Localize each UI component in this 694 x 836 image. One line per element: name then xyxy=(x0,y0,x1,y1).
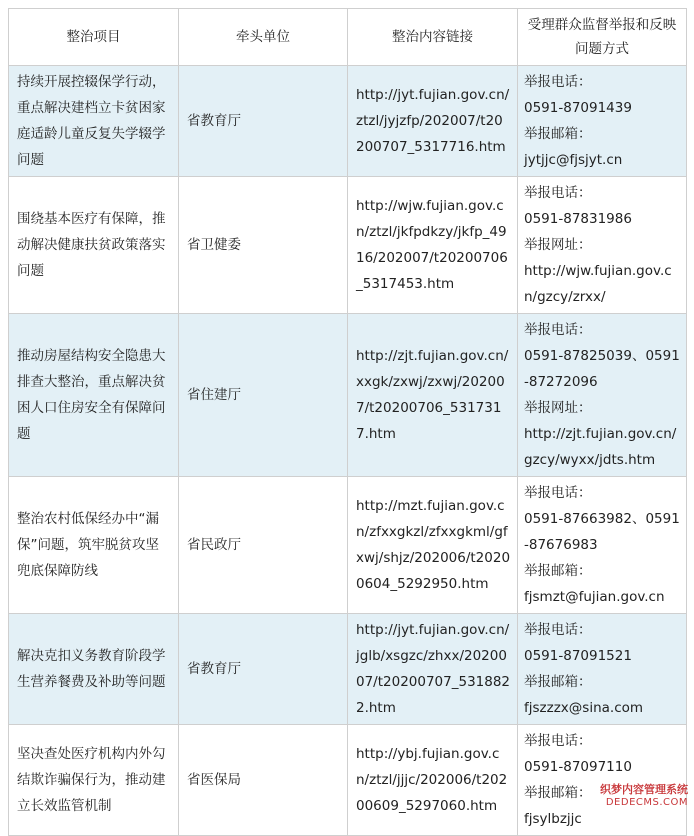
contact-website[interactable]: http://zjt.fujian.gov.cn/gzcy/wyxx/jdts.htm xyxy=(524,426,677,468)
cell-contact xyxy=(518,177,687,314)
contact-phone: 0591-87097110 xyxy=(524,759,632,775)
table-row xyxy=(9,725,687,836)
contact-phone: 0591-87825039、0591-87272096 xyxy=(524,348,680,390)
cell-link[interactable]: http://mzt.fujian.gov.cn/zfxxgkzl/zfxxgkml/gfxwj/shjz/202006/t20200604_5292950.htm xyxy=(348,477,518,614)
cell-contact xyxy=(518,725,687,836)
contact-phone-label: 举报电话： xyxy=(524,74,592,90)
cell-link[interactable]: http://zjt.fujian.gov.cn/xxgk/zxwj/zxwj/202007/t20200706_5317317.htm xyxy=(348,314,518,477)
contact-email[interactable]: fjsmzt@fujian.gov.cn xyxy=(524,589,665,605)
table-row xyxy=(9,177,687,314)
contact-phone: 0591-87091521 xyxy=(524,648,632,664)
cell-department: 省民政厅 xyxy=(179,477,348,614)
contact-phone-label: 举报电话： xyxy=(524,185,592,201)
contact-email-label: 举报邮箱： xyxy=(524,563,592,579)
contact-email-label: 举报邮箱： xyxy=(524,785,592,801)
watermark-line2: DEDECMS.COM xyxy=(605,797,688,808)
table-row xyxy=(9,314,687,477)
cell-contact xyxy=(518,477,687,614)
contact-email-label: 举报邮箱： xyxy=(524,126,592,142)
cell-contact xyxy=(518,614,687,725)
cell-project: 持续开展控辍保学行动，重点解决建档立卡贫困家庭适龄儿童反复失学辍学问题 xyxy=(9,66,179,177)
cell-department: 省住建厅 xyxy=(179,314,348,477)
cell-link[interactable]: http://ybj.fujian.gov.cn/ztzl/jjjc/202006/t20200609_5297060.htm xyxy=(348,725,518,836)
contact-email[interactable]: jytjjc@fjsjyt.cn xyxy=(524,152,623,168)
table-row xyxy=(9,614,687,725)
contact-website[interactable]: http://wjw.fujian.gov.cn/gzcy/zrxx/ xyxy=(524,263,672,305)
cell-department: 省教育厅 xyxy=(179,66,348,177)
contact-website-label: 举报网址： xyxy=(524,237,592,253)
contact-phone-label: 举报电话： xyxy=(524,622,592,638)
cell-project: 推动房屋结构安全隐患大排查大整治，重点解决贫困人口住房安全有保障问题 xyxy=(9,314,179,477)
cell-department: 省教育厅 xyxy=(179,614,348,725)
header-department: 牵头单位 xyxy=(179,9,348,66)
contact-website-label: 举报网址： xyxy=(524,400,592,416)
cell-contact xyxy=(518,66,687,177)
table-header-row xyxy=(9,9,687,66)
header-contact: 受理群众监督举报和反映问题方式 xyxy=(518,9,687,66)
contact-email-label: 举报邮箱： xyxy=(524,674,592,690)
watermark-logo xyxy=(600,783,688,809)
contact-phone: 0591-87663982、0591-87676983 xyxy=(524,511,680,553)
watermark-line1: 织梦内容管理系统 xyxy=(600,783,688,796)
cell-department: 省医保局 xyxy=(179,725,348,836)
table-row xyxy=(9,477,687,614)
contact-phone-label: 举报电话： xyxy=(524,733,592,749)
contact-email[interactable]: fjsylbzjjc xyxy=(524,811,582,827)
contact-phone-label: 举报电话： xyxy=(524,485,592,501)
cell-department: 省卫健委 xyxy=(179,177,348,314)
cell-link[interactable]: http://wjw.fujian.gov.cn/ztzl/jkfpdkzy/jkfp_4916/202007/t20200706_5317453.htm xyxy=(348,177,518,314)
contact-phone: 0591-87831986 xyxy=(524,211,632,227)
table-row xyxy=(9,66,687,177)
contact-email[interactable]: fjszzzx@sina.com xyxy=(524,700,644,716)
cell-project: 围绕基本医疗有保障，推动解决健康扶贫政策落实问题 xyxy=(9,177,179,314)
header-link: 整治内容链接 xyxy=(348,9,518,66)
policy-table xyxy=(8,8,687,836)
cell-project: 整治农村低保经办中“漏保”问题，筑牢脱贫攻坚兜底保障防线 xyxy=(9,477,179,614)
cell-contact xyxy=(518,314,687,477)
contact-phone-label: 举报电话： xyxy=(524,322,592,338)
contact-phone: 0591-87091439 xyxy=(524,100,632,116)
cell-link[interactable]: http://jyt.fujian.gov.cn/ztzl/jyjzfp/202007/t20200707_5317716.htm xyxy=(348,66,518,177)
cell-link[interactable]: http://jyt.fujian.gov.cn/jglb/xsgzc/zhxx/2020007/t20200707_5318822.htm xyxy=(348,614,518,725)
cell-project: 坚决查处医疗机构内外勾结欺诈骗保行为，推动建立长效监管机制 xyxy=(9,725,179,836)
cell-project: 解决克扣义务教育阶段学生营养餐费及补助等问题 xyxy=(9,614,179,725)
header-project: 整治项目 xyxy=(9,9,179,66)
